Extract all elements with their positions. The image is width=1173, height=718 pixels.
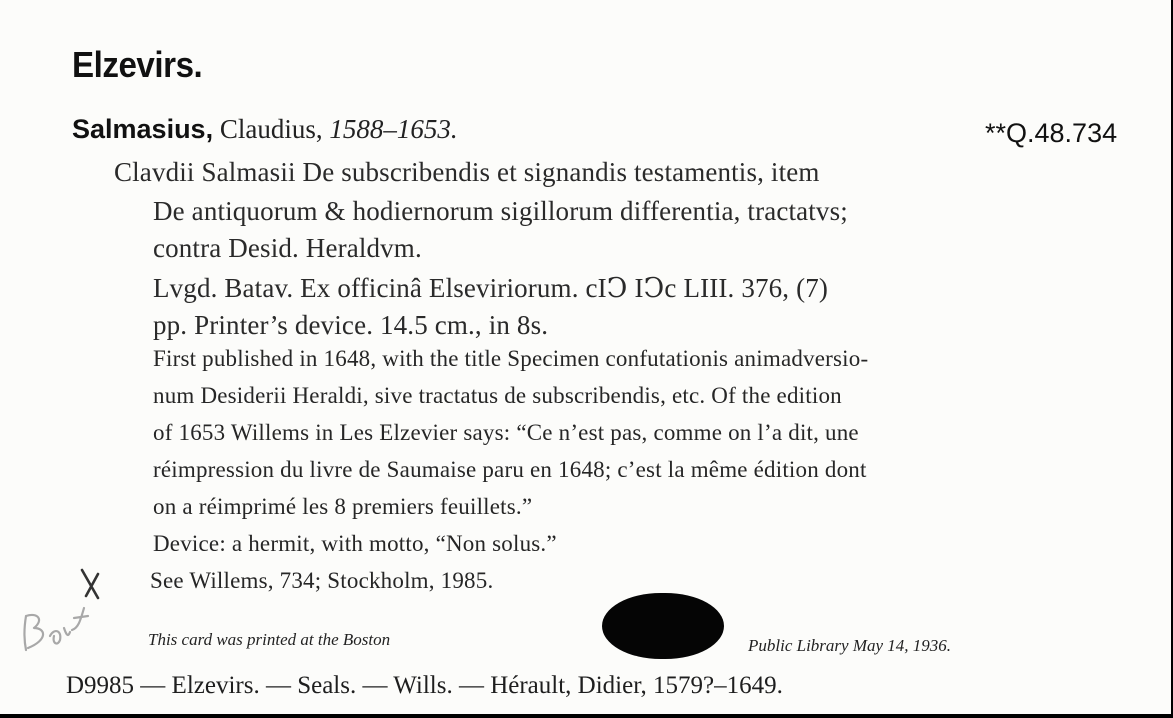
note-line: num Desiderii Heraldi, sive tractatus de subscribendis, etc. Of the edition — [153, 383, 842, 408]
print-note-left: This card was printed at the Boston — [148, 630, 391, 649]
device-note: Device: a hermit, with motto, “Non solus.” — [153, 531, 557, 556]
title-line: contra Desid. Heraldvm. — [153, 233, 422, 263]
print-note-right: Public Library May 14, 1936. — [748, 636, 952, 655]
title-line: Clavdii Salmasii De subscribendis et signandis testamentis, item — [114, 157, 820, 187]
imprint-line: pp. Printer’s device. 14.5 cm., in 8s. — [153, 310, 549, 340]
author-surname: Salmasius, — [72, 114, 214, 144]
author-forename: Claudius, — [213, 114, 330, 144]
note-line: on a réimprimé les 8 premiers feuillets.” — [153, 494, 533, 519]
note-line: of 1653 Willems in Les Elzevier says: “Ce n’est pas, comme on l’a dit, une — [153, 420, 859, 445]
author-dates: 1588–1653. — [329, 114, 458, 144]
call-number: **Q.48.734 — [985, 118, 1118, 148]
note-line: First published in 1648, with the title Specimen confutationis animadversio- — [153, 346, 869, 371]
note-line: réimpression du livre de Saumaise paru en 1648; c’est la même édition dont — [153, 457, 867, 482]
main-entry — [72, 114, 458, 145]
pencil-mark-icon — [76, 566, 106, 606]
references-note: See Willems, 734; Stockholm, 1985. — [150, 568, 494, 593]
tracings: D9985 — Elzevirs. — Seals. — Wills. — Hérault, Didier, 1579?–1649. — [66, 672, 783, 699]
card-heading: Elzevirs. — [72, 44, 203, 85]
title-line: De antiquorum & hodiernorum sigillorum differentia, tractatvs; — [153, 196, 848, 226]
imprint-line: Lvgd. Batav. Ex officinâ Elseviriorum. cIↃ IↃc LIII. 376, (7) — [153, 273, 829, 303]
redaction-mark — [602, 593, 724, 659]
